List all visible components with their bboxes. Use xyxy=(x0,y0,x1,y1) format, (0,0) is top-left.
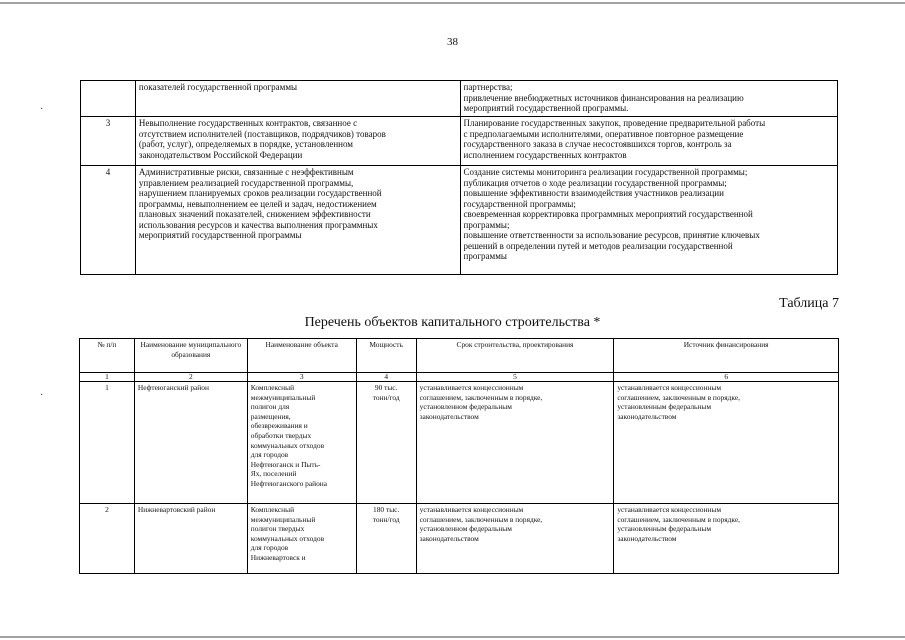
measure-line: программы xyxy=(463,251,507,261)
scan-dot: · xyxy=(40,390,44,401)
table-title: Перечень объектов капитального строительства * xyxy=(304,315,601,330)
row-number xyxy=(81,81,136,117)
measure-line: повышение эффективности взаимодействия участников реализации xyxy=(463,188,724,198)
header-row xyxy=(80,339,839,373)
risk-description xyxy=(135,166,460,275)
object-line: обработки твердых xyxy=(250,430,312,440)
object-line: межмуниципальный xyxy=(250,514,316,524)
page-number: 38 xyxy=(447,36,458,48)
row-number: 2 xyxy=(80,504,135,574)
measure-line: программы; xyxy=(463,219,510,230)
capacity-line: 90 тыс. xyxy=(374,383,398,392)
object-line: межмуниципальный xyxy=(250,392,316,402)
term-line: соглашением, заключенным в порядке, xyxy=(419,392,543,402)
risk-line: программы, невыполнением ее целей и задач, недостижением xyxy=(138,198,377,209)
measure-line: государственного заказа в случае несостоявшихся торгов, контроль за xyxy=(463,139,732,149)
object-line: Нефтеюганского района xyxy=(250,478,328,488)
capacity xyxy=(356,504,416,574)
object-line: Комплексный xyxy=(250,505,295,514)
source-line: соглашением, заключенным в порядке, xyxy=(617,392,740,402)
object-line: для городов xyxy=(250,450,289,460)
row-number: 1 xyxy=(80,382,135,504)
measure-line: Создание системы мониторинга реализации государственной программы; xyxy=(463,167,748,177)
source-line: установленным федеральным xyxy=(617,402,712,412)
capacity xyxy=(356,382,416,504)
risk-line: нарушением планируемых сроков реализации государственной xyxy=(138,188,382,198)
measure-line: повышение ответственности за использование ресурсов, принятие ключевых xyxy=(463,230,760,240)
source-line: законодательством xyxy=(617,533,677,543)
measure-line: решений в определении путей и методов реализации государственной xyxy=(463,240,733,251)
table-row xyxy=(81,81,838,117)
column-index: 6 xyxy=(614,373,839,382)
object-name xyxy=(247,504,356,574)
source-line: соглашением, заключенным в порядке, xyxy=(617,514,740,524)
measure-line: привлечение внебюджетных источников финансирования на реализацию xyxy=(463,92,744,103)
column-header: Наименование муниципального образования xyxy=(134,339,247,373)
column-header: Источник финансирования xyxy=(614,339,839,373)
risk-line: (работ, услуг), определяемых в порядке, установленном xyxy=(138,139,353,149)
object-line: для городов xyxy=(250,543,289,553)
column-index: 1 xyxy=(80,373,135,382)
scan-bottom-edge xyxy=(0,636,905,638)
risk-measures xyxy=(460,81,838,117)
column-index: 5 xyxy=(416,373,614,382)
source-line: устанавливается концессионным xyxy=(617,505,722,514)
column-header: Наименование объекта xyxy=(247,339,356,373)
table-row xyxy=(80,504,839,574)
column-index: 4 xyxy=(356,373,416,382)
risk-measures xyxy=(460,117,838,166)
capacity-line: тонн/год xyxy=(372,392,400,402)
term-line: установленном федеральным xyxy=(419,402,512,412)
risk-line: Административные риски, связанные с неэффективным xyxy=(138,167,354,177)
term-line: устанавливается концессионным xyxy=(419,505,524,514)
measure-line: государственной программы; xyxy=(463,198,576,209)
object-line: Нефтеюганск и Пыть- xyxy=(250,459,321,469)
risk-description xyxy=(135,117,460,166)
row-number: 4 xyxy=(81,166,136,275)
measure-line: публикация отчетов о ходе реализации государственной программы; xyxy=(463,177,727,188)
measure-line: партнерства; xyxy=(463,82,513,92)
district-name: Нижневартовский район xyxy=(134,504,247,574)
capacity-line: тонн/год xyxy=(372,514,400,524)
term-line: законодательством xyxy=(419,533,479,543)
risk-line: плановых значений показателей, снижением эффективности xyxy=(138,209,371,219)
risk-line: использования ресурсов и качества выполнения программных xyxy=(138,219,378,230)
object-line: Нижневартовск и xyxy=(250,552,306,562)
object-line: полигон для xyxy=(250,402,290,412)
measure-line: мероприятий государственной программы. xyxy=(463,103,629,113)
row-number: 3 xyxy=(81,117,136,166)
object-line: размещения, xyxy=(250,411,291,421)
source-line: устанавливается концессионным xyxy=(617,383,722,392)
capital-construction-table xyxy=(79,338,839,574)
table-row xyxy=(81,166,838,275)
risk-line: отсутствием исполнителей (поставщиков, подрядчиков) товаров xyxy=(138,128,386,139)
column-index-row xyxy=(80,373,839,382)
table-row xyxy=(81,117,838,166)
funding-source xyxy=(614,382,839,504)
column-header: Срок строительства, проектирования xyxy=(416,339,614,373)
risk-description xyxy=(135,81,460,117)
object-line: полигон твердых xyxy=(250,524,305,534)
scan-dot: · xyxy=(40,104,44,115)
risk-line: показателей государственной программы xyxy=(138,82,298,92)
measure-line: с предполагаемыми исполнителями, оперативное повторное размещение xyxy=(463,128,744,139)
table-row xyxy=(80,382,839,504)
measure-line: своевременная корректировка программных мероприятий государственной xyxy=(463,209,753,219)
measure-line: Планирование государственных закупок, проведение предварительной работы xyxy=(463,118,766,128)
term-line: устанавливается концессионным xyxy=(419,383,524,392)
column-index: 2 xyxy=(134,373,247,382)
risk-table xyxy=(80,80,838,275)
object-line: Ях, поселений xyxy=(250,469,297,479)
object-line: коммунальных отходов xyxy=(250,440,325,450)
scan-top-edge xyxy=(0,2,905,4)
term-line: законодательством xyxy=(419,411,479,421)
funding-source xyxy=(614,504,839,574)
capacity-line: 180 тыс. xyxy=(373,505,400,514)
risk-line: управлением реализацией государственной программы, xyxy=(138,177,354,188)
measure-line: исполнением государственных контрактов xyxy=(463,149,627,160)
term-line: установленном федеральным xyxy=(419,524,512,534)
source-line: установленным федеральным xyxy=(617,524,712,534)
construction-term xyxy=(416,504,614,574)
column-index: 3 xyxy=(247,373,356,382)
construction-term xyxy=(416,382,614,504)
risk-line: мероприятий государственной программы xyxy=(138,230,302,240)
term-line: соглашением, заключенным в порядке, xyxy=(419,514,543,524)
risk-measures xyxy=(460,166,838,275)
source-line: законодательством xyxy=(617,411,677,421)
column-header: № п/п xyxy=(80,339,135,373)
object-name xyxy=(247,382,356,504)
column-header: Мощность xyxy=(356,339,416,373)
object-line: обезвреживания и xyxy=(250,421,308,431)
object-line: коммунальных отходов xyxy=(250,533,325,543)
district-name: Нефтеюганский район xyxy=(134,382,247,504)
risk-line: законодательством Российской Федерации xyxy=(138,149,303,160)
risk-line: Невыполнение государственных контрактов, связанное с xyxy=(138,118,358,128)
table-label: Таблица 7 xyxy=(779,296,839,311)
object-line: Комплексный xyxy=(250,383,295,392)
